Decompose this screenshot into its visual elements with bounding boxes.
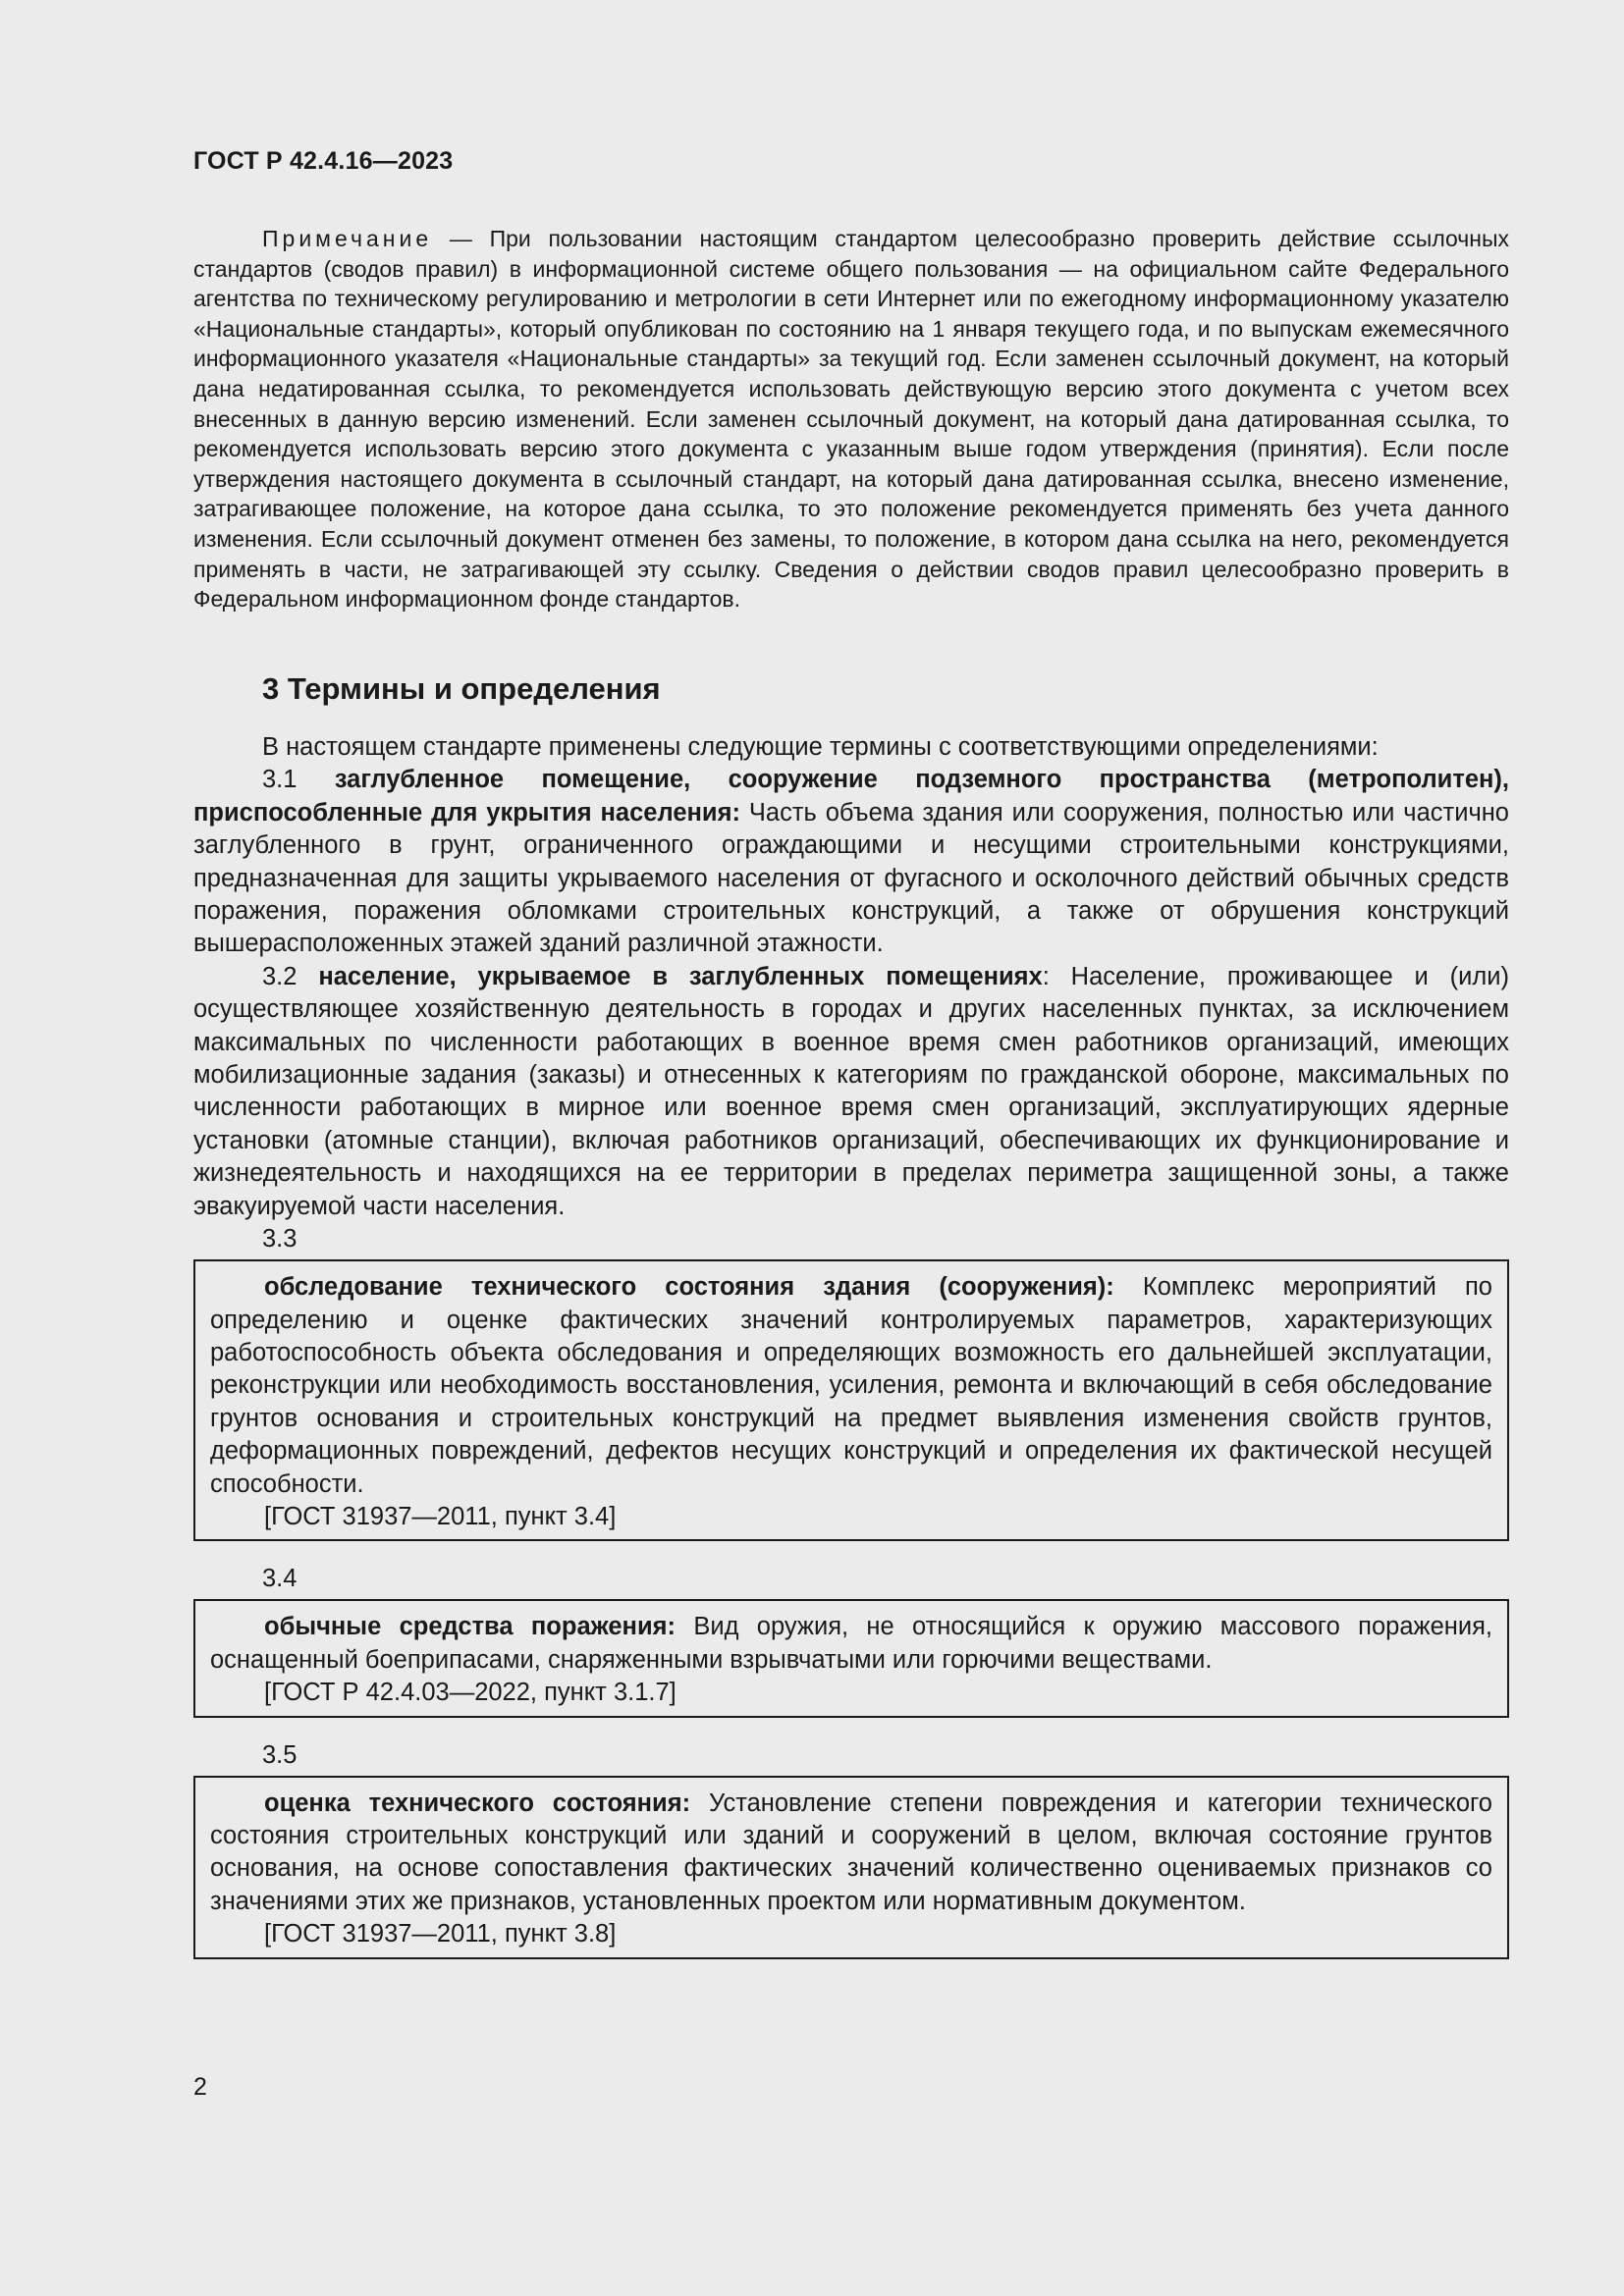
term-3-1-num: 3.1	[262, 766, 335, 794]
term-3-3-num: 3.3	[262, 1225, 298, 1254]
term-3-1-term: заглубленное помещение, сооружение подземного пространства (метрополитен), приспособленные для укрытия населения:	[193, 766, 1509, 827]
term-3-3-term: обследование технического состояния здания (сооружения):	[264, 1273, 1114, 1302]
term-3-2-num: 3.2	[262, 962, 319, 990]
note-text: При пользовании настоящим стандартом целесообразно проверить действие ссылочных стандартов (сводов правил) в информационной системе общего пользования — на официальном сайте Федерального агентства по техническому регулированию и метрологии в сети Интернет или по ежегодному информационному указателю «Национальные стандарты», который опубликован по состоянию на 1 января текущего года, и по выпускам ежемесячного информационного указателя «Национальные стандарты» за текущий год. Если заменен ссылочный документ, на который дана недатированная ссылка, то рекомендуется использовать действующую версию этого документа с учетом всех внесенных в данную версию изменений. Если заменен ссылочный документ, на который дана датированная ссылка, то рекомендуется использовать версию этого документа с указанным выше годом утверждения (принятия). Если после утверждения настоящего документа в ссылочный стандарт, на который дана датированная ссылка, внесено изменение, затрагивающее положение, на которое дана ссылка, то это положение рекомендуется применять без учета данного изменения. Если ссылочный документ отменен без замены, то положение, в котором дана ссылка на него, рекомендуется применять в части, не затрагивающей эту ссылку. Сведения о действии сводов правил целесообразно проверить в Федеральном информационном фонде стандартов.	[193, 226, 1509, 613]
term-3-1-def: Часть объема здания или сооружения, полностью или частично заглубленного в грунт, ограниченного ограждающими и несущими строительными конструкциями, предназначенная для защиты укрываемого населения от фугасного и осколочного действий обычных средств поражения, поражения обломками строительных конструкций, а также от обрушения конструкций вышерасположенных этажей зданий различной этажности.	[193, 798, 1509, 958]
note-dash: —	[432, 226, 490, 251]
note-paragraph	[193, 224, 1509, 614]
term-3-5-source: [ГОСТ 31937—2011, пункт 3.8]	[264, 1920, 617, 1949]
term-3-3-source: [ГОСТ 31937—2011, пункт 3.4]	[264, 1502, 617, 1530]
term-3-3-box	[193, 1259, 1509, 1541]
term-3-4	[210, 1611, 1492, 1677]
term-3-3	[210, 1271, 1492, 1501]
section-body	[193, 731, 1509, 1959]
section-intro: В настоящем стандарте применены следующие термины с соответствующими определениями:	[262, 733, 1379, 761]
term-3-5-num: 3.5	[262, 1740, 298, 1769]
page-number: 2	[193, 2073, 207, 2101]
term-3-2	[193, 961, 1509, 1223]
term-3-3-def: Комплекс мероприятий по определению и оценке фактических значений контролируемых параметров, характеризующих работоспособность объекта обследования и определяющих возможность его дальнейшей эксплуатации, реконструкции или необходимость восстановления, усиления, ремонта и включающий в себя обследование грунтов основания и строительных конструкций на предмет выявления изменения свойств грунтов, деформационных повреждений, дефектов несущих конструкций и определения их фактической несущей способности.	[210, 1273, 1492, 1498]
document-header: ГОСТ Р 42.4.16—2023	[193, 147, 454, 175]
term-3-2-def: : Население, проживающее и (или) осуществляющее хозяйственную деятельность в городах и других населенных пунктах, за исключением максимальных по численности работающих в военное время смен работников организаций, имеющих мобилизационные задания (заказы) и отнесенных к категориям по гражданской обороне, максимальных по численности работающих в мирное или военное время смен организаций, эксплуатирующих ядерные установки (атомные станции), включая работников организаций, обеспечивающих их функционирование и жизнедеятельность и находящихся на ее территории в пределах периметра защищенной зоны, а также эвакуируемой части населения.	[193, 962, 1509, 1220]
term-3-4-box	[193, 1599, 1509, 1717]
term-3-5-def: Установление степени повреждения и категории технического состояния строительных конструкций или зданий и сооружений в целом, включая состояние грунтов основания, на основе сопоставления фактических значений количественно оцениваемых признаков со значениями этих же признаков, установленных проектом или нормативным документом.	[210, 1789, 1492, 1915]
term-3-4-source: [ГОСТ Р 42.4.03—2022, пункт 3.1.7]	[264, 1679, 677, 1707]
term-3-4-term: обычные средства поражения:	[264, 1613, 677, 1641]
term-3-4-num: 3.4	[262, 1565, 298, 1593]
term-3-2-term: население, укрываемое в заглубленных помещениях	[318, 962, 1043, 990]
term-3-5-box	[193, 1776, 1509, 1959]
note-lead: Примечание	[262, 226, 433, 251]
term-3-4-def: Вид оружия, не относящийся к оружию массового поражения, оснащенный боеприпасами, снаряженными взрывчатыми или горючими веществами.	[210, 1613, 1492, 1674]
section-title: 3 Термины и определения	[262, 671, 661, 706]
term-3-5-term: оценка технического состояния:	[264, 1789, 691, 1817]
term-3-1	[193, 764, 1509, 960]
term-3-5	[210, 1788, 1492, 1919]
